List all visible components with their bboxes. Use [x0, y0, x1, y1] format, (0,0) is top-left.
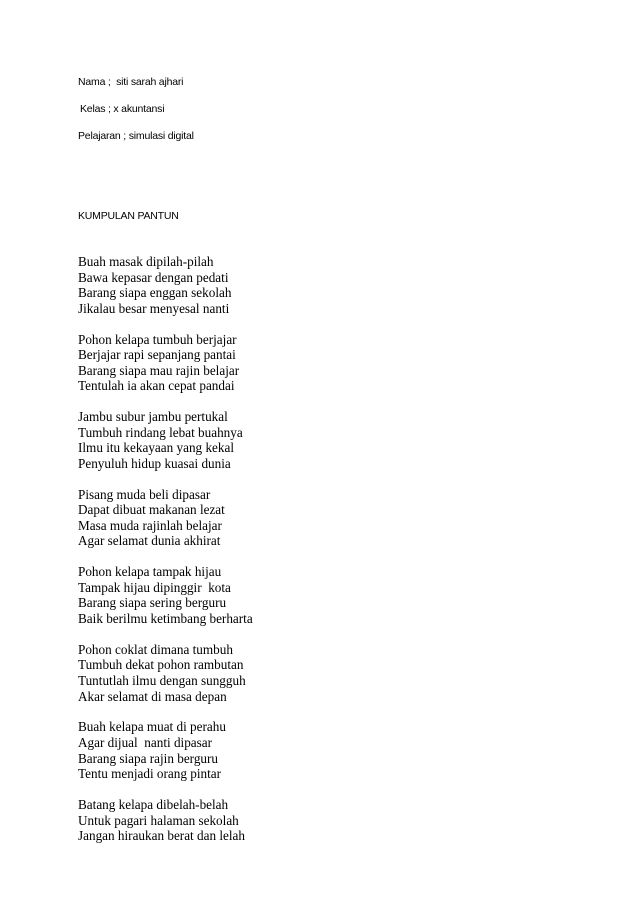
pantun-line: Barang siapa rajin berguru: [78, 750, 219, 766]
pantun-line: Berjajar rapi sepanjang pantai: [78, 347, 236, 363]
pantun-line: Pohon coklat dimana tumbuh: [78, 641, 233, 657]
pantun-line: Buah masak dipilah-pilah: [78, 254, 214, 269]
pantun-stanza: [78, 797, 598, 844]
pantun-stanza: [78, 409, 598, 471]
student-class: Kelas ; x akuntansi: [80, 103, 165, 115]
pantun-line: Penyuluh hidup kuasai dunia: [78, 455, 231, 471]
pantun-stanza: [78, 642, 598, 704]
pantun-stanza: [78, 564, 598, 626]
pantun-line: Baik berilmu ketimbang berharta: [78, 611, 253, 627]
pantun-line: Agar dijual nanti dipasar: [78, 734, 213, 750]
pantun-line: Tuntutlah ilmu dengan sungguh: [78, 673, 246, 688]
pantun-line: Masa muda rajinlah belajar: [78, 517, 222, 533]
pantun-line: Pisang muda beli dipasar: [78, 486, 211, 502]
pantun-line: Tentu menjadi orang pintar: [78, 766, 221, 782]
pantun-line: Agar selamat dunia akhirat: [78, 533, 221, 549]
pantun-line: Tentulah ia akan cepat pandai: [78, 378, 235, 394]
pantun-collection: [78, 254, 598, 859]
pantun-line: Jikalau besar menyesal nanti: [78, 300, 230, 316]
student-name: Nama ; siti sarah ajhari: [78, 76, 184, 88]
pantun-stanza: [78, 332, 598, 394]
pantun-line: Untuk pagari halaman sekolah: [78, 812, 239, 828]
pantun-stanza: [78, 487, 598, 549]
pantun-line: Dapat dibuat makanan lezat: [78, 502, 225, 518]
pantun-line: Bawa kepasar dengan pedati: [78, 269, 229, 285]
pantun-line: Barang siapa enggan sekolah: [78, 285, 232, 301]
pantun-line: Buah kelapa muat di perahu: [78, 719, 226, 735]
pantun-line: Barang siapa mau rajin belajar: [78, 362, 240, 378]
document-title: KUMPULAN PANTUN: [78, 210, 179, 222]
pantun-stanza: [78, 719, 598, 781]
pantun-line: Tumbuh rindang lebat buahnya: [78, 424, 243, 440]
pantun-line: Ilmu itu kekayaan yang kekal: [78, 440, 234, 456]
pantun-line: Pohon kelapa tampak hijau: [78, 564, 222, 580]
pantun-line: Tampak hijau dipinggir kota: [78, 579, 231, 595]
pantun-line: Tumbuh dekat pohon rambutan: [78, 657, 244, 673]
pantun-line: Akar selamat di masa depan: [78, 688, 227, 704]
pantun-line: Pohon kelapa tumbuh berjajar: [78, 331, 237, 347]
subject: Pelajaran ; simulasi digital: [78, 130, 194, 142]
pantun-line: Barang siapa sering berguru: [78, 595, 227, 611]
pantun-line: Batang kelapa dibelah-belah: [78, 796, 229, 812]
pantun-line: Jangan hiraukan berat dan lelah: [78, 828, 245, 844]
pantun-line: Jambu subur jambu pertukal: [78, 409, 228, 425]
pantun-stanza: [78, 254, 598, 316]
